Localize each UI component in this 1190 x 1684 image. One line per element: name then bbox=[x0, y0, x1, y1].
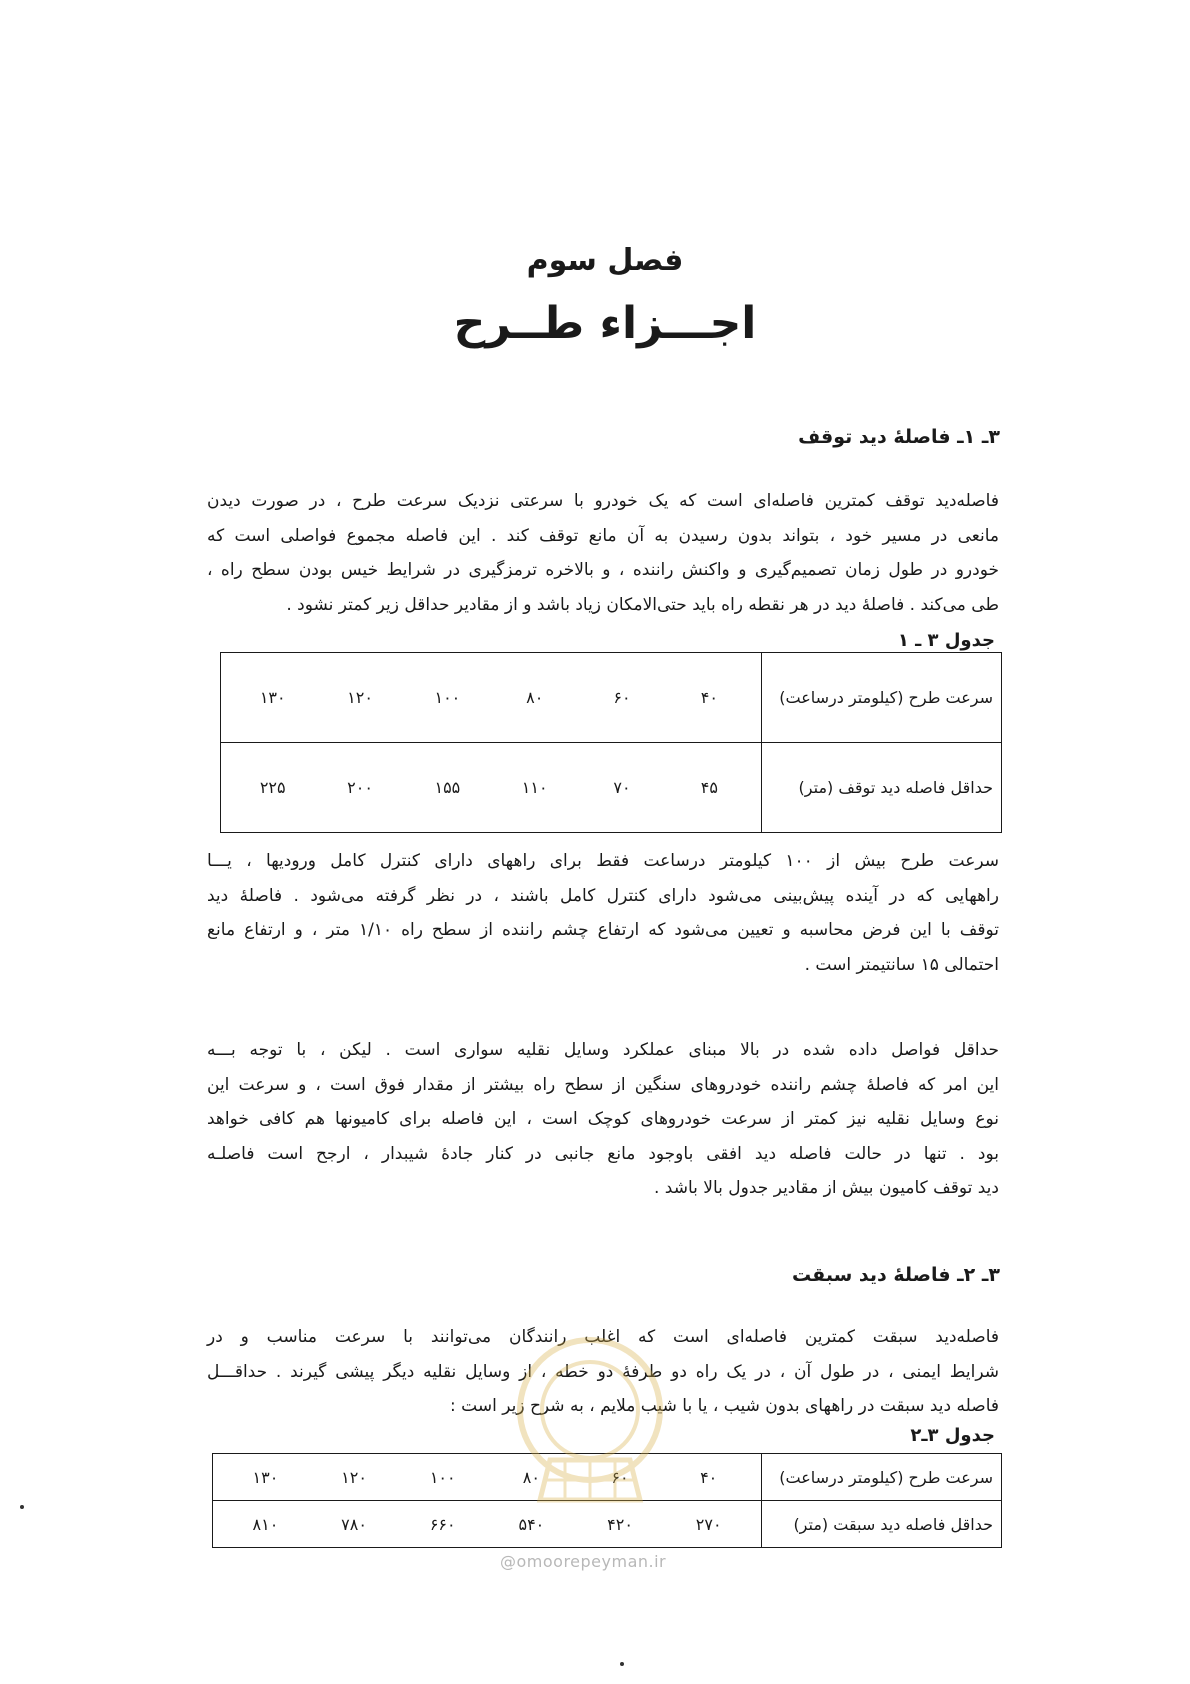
table-row bbox=[221, 653, 1002, 743]
values-cell bbox=[221, 653, 762, 743]
table-value: ۱۱۰ bbox=[521, 778, 548, 797]
table-caption-1: جدول ۳ ـ ۱ bbox=[897, 630, 995, 651]
text-line: فاصله‌دید توقف کمترین فاصله‌ای است که یک خودرو با سرعتی نزدیک سرعت طرح ، در صورت دیدن bbox=[207, 491, 999, 511]
text-line: دید توقف کامیون بیش از مقادیر جدول بالا باشد . bbox=[654, 1178, 999, 1198]
table-value: ۲۷۰ bbox=[695, 1514, 722, 1534]
chapter-label: فصل سوم bbox=[526, 243, 684, 278]
row-header: حداقل فاصله دید سبقت (متر) bbox=[762, 1501, 1002, 1548]
text-line: فاصله دید سبقت در راههای بدون شیب ، یا با شیب ملایم ، به شرح زیر است : bbox=[450, 1396, 999, 1416]
section-heading-passing-sight: ۳ـ ۲ـ فاصلهٔ دید سبقت bbox=[792, 1264, 1000, 1286]
table-value: ۱۳۰ bbox=[252, 1467, 279, 1487]
table-value: ۸۰ bbox=[526, 688, 544, 707]
text-line: حداقل فواصل داده شده در بالا مبنای عملکرد وسایل نقلیه سواری است . لیکن ، با توجه بـــه bbox=[207, 1040, 999, 1060]
table-value: ۶۶۰ bbox=[429, 1514, 456, 1534]
table-value: ۲۲۵ bbox=[259, 778, 286, 797]
text-line: نوع وسایل نقلیه نیز کمتر از سرعت خودروهای کوچک است ، این فاصله برای کامیونها هم کافی خواهد bbox=[207, 1109, 999, 1129]
section-heading-stopping-sight: ۳ـ ۱ـ فاصلهٔ دید توقف bbox=[798, 426, 1000, 448]
text-line: سرعت طرح بیش از ۱۰۰ کیلومتر درساعت فقط برای راههای دارای کنترل کامل ورودیها ، یـــا bbox=[207, 851, 1000, 871]
scan-speck bbox=[620, 1662, 624, 1666]
table-value: ۶۰ bbox=[613, 688, 631, 707]
scan-speck bbox=[20, 1505, 24, 1509]
table-row bbox=[221, 743, 1002, 833]
text-line: راههایی که در آینده پیش‌بینی می‌شود دارای کنترل کامل باشند ، در نظر گرفته می‌شود . فاصلهٔ دید bbox=[207, 885, 999, 906]
table-value: ۱۰۰ bbox=[429, 1467, 456, 1487]
chapter-title: اجـــزاء طــرح bbox=[453, 298, 757, 349]
table-value: ۱۳۰ bbox=[259, 688, 286, 707]
table-value: ۱۲۰ bbox=[341, 1467, 367, 1487]
paragraph-speed-note bbox=[207, 844, 999, 982]
watermark-text: @omoorepeyman.ir bbox=[500, 1552, 667, 1571]
table-value: ۱۵۵ bbox=[434, 778, 461, 797]
table-value: ۴۲۰ bbox=[607, 1514, 633, 1534]
table-value: ۸۱۰ bbox=[252, 1514, 279, 1534]
row-header: سرعت طرح (کیلومتر درساعت) bbox=[762, 1454, 1002, 1501]
table-value: ۵۴۰ bbox=[518, 1514, 545, 1534]
table-value: ۴۰ bbox=[700, 1467, 718, 1487]
stopping-sight-table bbox=[220, 652, 1002, 833]
table-value: ۲۰۰ bbox=[347, 778, 373, 797]
text-line: شرایط ایمنی ، در طول آن ، در یک راه دو طرفهٔ دو خطه ، از وسایل نقلیه دیگر پیشی گیرند . حداقـــل bbox=[207, 1361, 999, 1382]
row-header: حداقل فاصله دید توقف (متر) bbox=[762, 743, 1002, 833]
table-value: ۴۵ bbox=[700, 778, 718, 797]
text-line: مانعی در مسیر خود ، بتواند بدون رسیدن به آن مانع توقف کند . این فاصله مجموع فواصلی است که bbox=[207, 525, 999, 546]
text-line: طی می‌کند . فاصلهٔ دید در هر نقطه راه باید حتی‌الامکان زیاد باشد و از مقادیر حداقل زیر کمتر نشود . bbox=[286, 594, 999, 615]
table-value: ۶۰ bbox=[611, 1467, 629, 1487]
text-line: توقف با این فرض محاسبه و تعیین می‌شود که ارتفاع چشم راننده از سطح راه ۱/۱۰ متر ، و ارتفاع مانع bbox=[207, 920, 999, 940]
table-value: ۱۲۰ bbox=[347, 688, 373, 707]
text-line: خودرو در طول زمان تصمیم‌گیری و واکنش راننده ، و بالاخره ترمزگیری در شرایط خیس بودن سطح راه ، bbox=[207, 560, 999, 580]
table-value: ۱۰۰ bbox=[434, 688, 461, 707]
watermark-emblem-icon bbox=[480, 1310, 700, 1540]
text-line: بود . تنها در حالت فاصله دید افقی باوجود مانع جانبی در کنار جادهٔ شیبدار ، ارجح است فاصلـه bbox=[207, 1143, 999, 1164]
table-caption-2: جدول ۳ـ۲ bbox=[910, 1425, 995, 1446]
values-cell bbox=[221, 743, 762, 833]
text-line: احتمالی ۱۵ سانتیمتر است . bbox=[804, 954, 999, 975]
table-value: ۷۰ bbox=[613, 778, 631, 797]
text-line: فاصله‌دید سبقت کمترین فاصله‌ای است که اغلب رانندگان می‌توانند با سرعت مناسب و در bbox=[207, 1327, 999, 1347]
table-value: ۸۰ bbox=[522, 1467, 540, 1487]
table-value: ۷۸۰ bbox=[341, 1514, 367, 1534]
paragraph-heavy-vehicles bbox=[207, 1033, 999, 1206]
text-line: این امر که فاصلهٔ چشم راننده خودروهای سنگین از سطح راه بیشتر از مقدار فوق است ، و سرعت این bbox=[207, 1074, 999, 1095]
row-header: سرعت طرح (کیلومتر درساعت) bbox=[762, 653, 1002, 743]
paragraph-stopping-definition bbox=[207, 484, 999, 622]
table-value: ۴۰ bbox=[700, 688, 718, 707]
